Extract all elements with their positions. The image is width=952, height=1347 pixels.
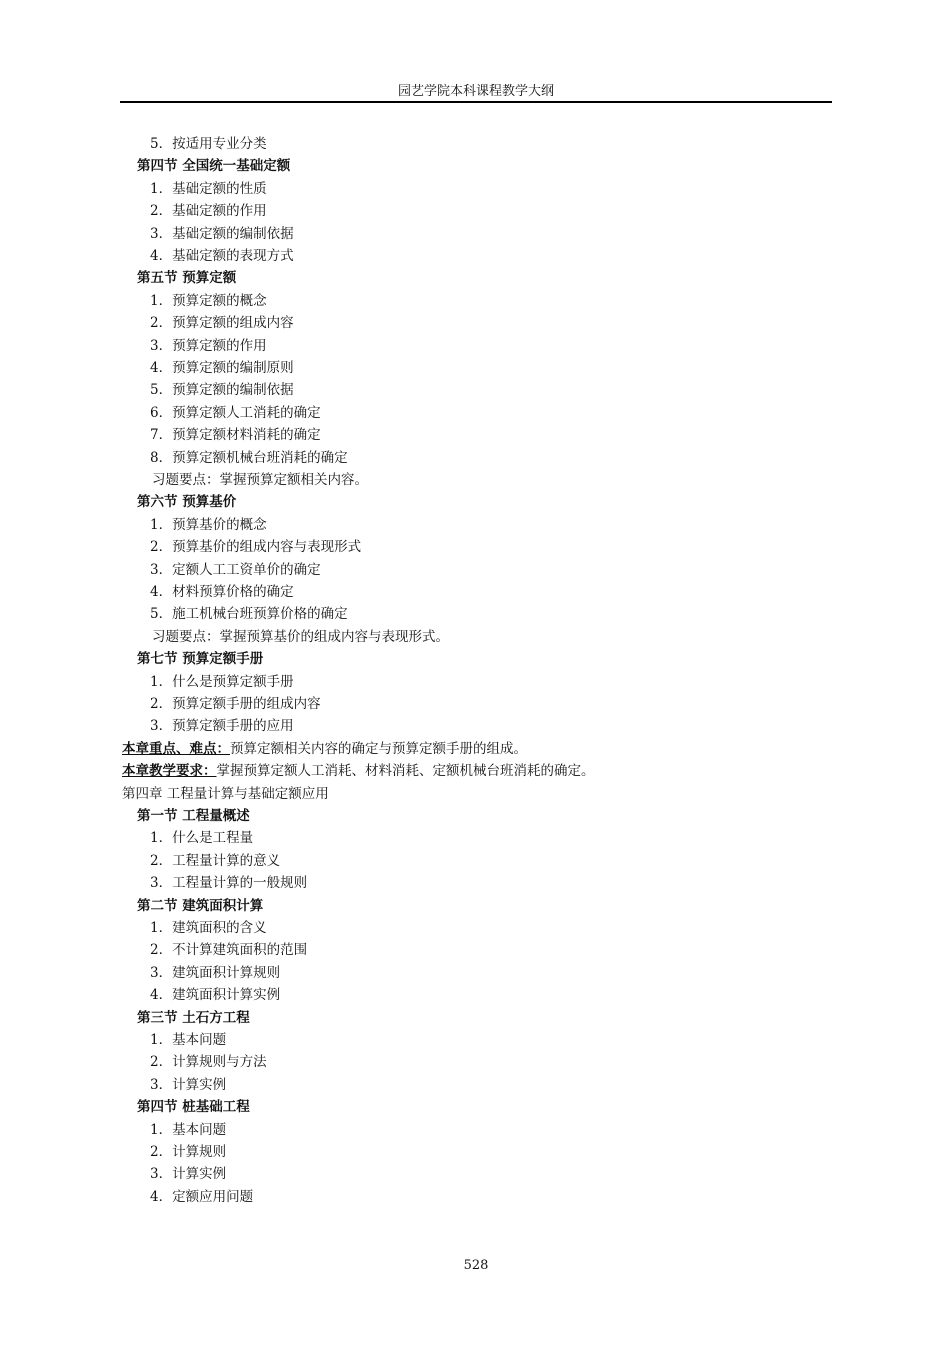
chapter-heading: 第四章 工程量计算与基础定额应用 (122, 785, 329, 802)
outline-item: 7．预算定额材料消耗的确定 (150, 427, 321, 444)
section-heading: 第三节 土石方工程 (137, 1009, 250, 1026)
section-heading: 第五节 预算定额 (137, 270, 237, 287)
chapter-key-line (122, 762, 595, 780)
outline-item: 1．什么是预算定额手册 (150, 673, 294, 690)
section-heading: 第一节 工程量概述 (137, 808, 250, 824)
outline-item: 3．工程量计算的一般规则 (150, 875, 308, 892)
exercise-note: 习题要点：掌握预算定额相关内容。 (152, 472, 368, 488)
outline-item: 1．基本问题 (150, 1121, 227, 1138)
key-text: 掌握预算定额人工消耗、材料消耗、定额机械台班消耗的确定。 (216, 763, 595, 780)
outline-item: 2．预算基价的组成内容与表现形式 (150, 539, 362, 556)
page-header-title: 园艺学院本科课程教学大纲 (397, 84, 554, 99)
chapter-key-line (122, 740, 527, 758)
outline-item: 2．计算规则 (150, 1144, 227, 1160)
section-heading: 第四节 桩基础工程 (137, 1099, 250, 1116)
outline-item: 3．计算实例 (150, 1166, 227, 1183)
outline-item: 2．预算定额的组成内容 (150, 315, 294, 332)
outline-item: 1．预算基价的概念 (150, 516, 267, 533)
outline-item: 1．基础定额的性质 (150, 180, 267, 197)
outline-item: 8．预算定额机械台班消耗的确定 (150, 449, 348, 466)
outline-item: 2．预算定额手册的组成内容 (150, 696, 321, 712)
outline-item: 1．基本问题 (150, 1032, 227, 1048)
outline-item: 1．预算定额的概念 (150, 292, 267, 309)
outline-item: 5．按适用专业分类 (150, 136, 267, 152)
header-rule (120, 101, 832, 103)
section-heading: 第四节 全国统一基础定额 (137, 158, 291, 175)
outline-item: 4．建筑面积计算实例 (150, 987, 281, 1004)
outline-item: 5．预算定额的编制依据 (150, 382, 294, 399)
outline-item: 3．建筑面积计算规则 (150, 964, 281, 981)
outline-item: 2．计算规则与方法 (150, 1054, 267, 1071)
outline-item: 3．定额人工工资单价的确定 (150, 561, 321, 578)
outline-item: 4．基础定额的表现方式 (150, 248, 294, 264)
outline-item: 3．基础定额的编制依据 (150, 225, 294, 242)
outline-item: 4．定额应用问题 (150, 1188, 254, 1205)
section-heading: 第六节 预算基价 (137, 494, 237, 511)
outline-item: 4．材料预算价格的确定 (150, 584, 294, 600)
outline-item: 6．预算定额人工消耗的确定 (150, 404, 321, 421)
outline-item: 3．计算实例 (150, 1076, 227, 1093)
section-heading: 第二节 建筑面积计算 (137, 897, 264, 914)
key-label: 本章重点、难点： (122, 740, 230, 757)
outline-item: 1．什么是工程量 (150, 830, 254, 847)
section-heading: 第七节 预算定额手册 (137, 651, 264, 668)
outline-item: 3．预算定额的作用 (150, 337, 267, 354)
exercise-note: 习题要点：掌握预算基价的组成内容与表现形式。 (152, 628, 449, 645)
outline-item: 1．建筑面积的含义 (150, 920, 267, 936)
outline-item: 4．预算定额的编制原则 (150, 360, 294, 376)
key-text: 预算定额相关内容的确定与预算定额手册的组成。 (230, 740, 527, 757)
outline-item: 3．预算定额手册的应用 (150, 718, 294, 735)
outline-item: 2．基础定额的作用 (150, 203, 267, 220)
key-label: 本章教学要求： (122, 763, 217, 780)
outline-item: 2．工程量计算的意义 (150, 852, 281, 869)
outline-item: 2．不计算建筑面积的范围 (150, 942, 308, 959)
outline-item: 5．施工机械台班预算价格的确定 (150, 606, 348, 623)
page-number: 528 (463, 1258, 489, 1273)
